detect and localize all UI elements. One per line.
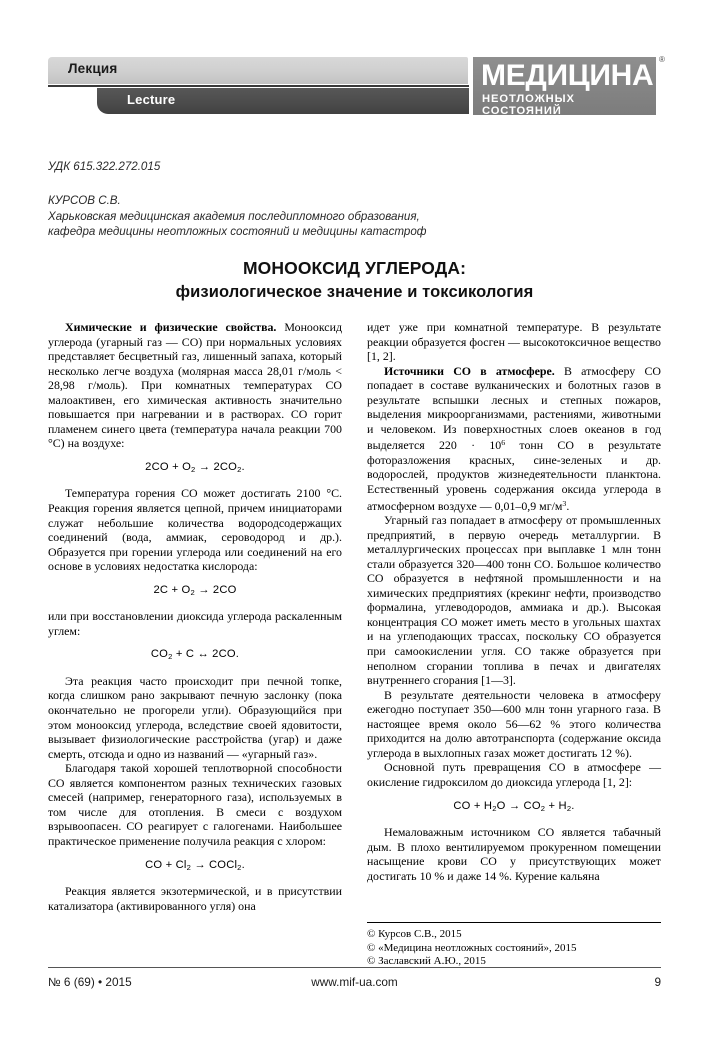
rubric-divider-rule [48,85,469,87]
formula-combustion-co: $2CO + O_2 \to 2CO_2$. [145,460,245,474]
page-masthead [0,0,709,130]
author-name: КУРСОВ С.В. [48,194,121,207]
paragraph-hydroxyl-oxidation: Основной путь превращения CO в атмосфере — окисление гидроксилом до диоксида углерода [1, 2]: [367,760,661,789]
paragraph-atmospheric-sources-text: В атмосферу CO попадает в составе вулканических и болотных газов в результате вспышки лесных и степных пожаров, выделения микроорганизмами, растениями, животными и человеком. Из поверхностных слоев океанов в год выделяется $220 \cdot 10^6$ тонн CO в результате фоторазложения красных, сине-зеленых и др. водорослей, продуктов жизнедеятельности планктона. Естественный уровень содержания оксида углерода в атмосферном воздухе — 0,01–0,9 $мг/м^3$. [367,363,661,513]
paragraph-properties [48,320,342,451]
copyright-line-journal: © «Медицина неотложных состояний», 2015 [367,941,577,954]
rubric-label-russian: Лекция [68,61,118,76]
rubric-banner-russian [48,57,468,84]
paragraph-technical-gas: Благодаря такой хорошей теплотворной способности CO является компонентом разных технических газовых смесей (например, генераторного газа), используемых в том числе для отопления. В смеси с воздухом взрывоопасен. CO реагирует с галогенами. Наибольшее практическое применение получила реакция с хлором: [48,761,342,848]
author-affiliation-block [48,193,518,240]
journal-logo-subtitle: НЕОТЛОЖНЫХ СОСТОЯНИЙ [482,93,575,117]
page-footer [48,975,661,993]
affiliation-line-1: Харьковская медицинская академия последипломного образования, [48,209,420,223]
footer-issue-number: № 6 (69) • 2015 [48,975,132,989]
body-column-right [367,320,661,883]
paragraph-properties-text: Монооксид углерода (угарный газ — CO) при нормальных условиях представляет бесцветный газ, лишенный запаха, который несколько легче воздуха (молярная масса 28,01 г/моль < 28,98 г/моль). При комнатных температурах CO малоактивен, его химическая активность значительно повышается при нагревании и в растворах. CO горит пламенем синего цвета (температура начала реакции 700 °C) на воздухе: [48,320,342,451]
section-heading-properties: Химические и физические свойства. [65,320,277,334]
copyright-line-author: © Курсов С.В., 2015 [367,928,462,940]
paragraph-exothermic: Реакция является экзотермической, и в присутствии катализатора (активированного угля) она [48,884,342,913]
paragraph-tobacco-smoke: Немаловажным источником CO является табачный дым. В плохо вентилируемом прокуренном помещении насыщение крови CO у присутствующих может достигать 10 % и даже 14 %. Курение кальяна [367,825,661,883]
article-title-line-2: физиологическое значение и токсикология [175,283,534,301]
rubric-banner-english [97,88,469,114]
formula-phosgene: CO + $Cl_2$ → COCl$_2$. [145,858,245,872]
paragraph-atmospheric-sources [367,364,661,513]
rubric-label-english: Lecture [127,92,176,107]
paragraph-stove-poisoning: Эта реакция часто происходит при печной топке, когда слишком рано закрывают печную заслонку (пока окончательно не прогорели угли). Образующийся при этом монооксид углерода, вследствие своей ядовитости, вызывает физиологические расстройства (угар) и даже смерть, отсюда и одно из названий — «угарный газ». [48,673,342,761]
footer-website-link[interactable]: www.mif-ua.com [311,975,398,989]
footer-divider-rule [48,967,661,968]
udk-code: УДК 615.322.272.015 [48,160,161,173]
article-title [48,258,661,302]
formula-carbon-oxidation: $2C + O_2 \to 2CO$ [153,583,237,597]
formula-water-gas-shift: CO + $H_2O \to CO_2 + H_2$. [453,799,575,813]
body-column-left [48,320,342,913]
registered-trademark-icon: ® [659,55,665,64]
copyright-line-publisher: © Заславский А.Ю., 2015 [367,955,486,968]
copyright-divider-rule [367,922,661,923]
article-title-line-1: МОНООКСИД УГЛЕРОДА: [242,258,467,278]
paragraph-human-activity: В результате деятельности человека в атмосферу ежегодно поступает 350—600 млн тонн угарного газа. В настоящее время около 56—62 % этого количества приходится на долю автотранспорта (содержание оксида углерода в выхлопных газах может достигать 12 %). [367,687,661,760]
copyright-block [367,922,661,969]
paragraph-reduction-intro: или при восстановлении диоксида углерода раскаленным углем: [48,609,342,638]
journal-logo-title: МЕДИЦИНА [481,59,654,92]
paragraph-industrial-sources: Угарный газ попадает в атмосферу от промышленных предприятий, в первую очередь металлургии. В металлургических процессах при выплавке 1 млн тонн стали образуется 320—400 тонн CO. Большое количество CO образуется в нефтяной промышленности и на химических предприятиях (крекинг нефти, производство формалина, углеводородов, аммиака и др.). Высокая концентрация CO может иметь место в угольных шахтах и на углеподающих трассах, поскольку CO образуется при самоокислении угля. CO также образуется при неполном сгорании топлива в печах и двигателях внутреннего сгорания [1—3]. [367,513,661,688]
paragraph-combustion-temperature: Температура горения CO может достигать 2100 °C. Реакция горения является цепной, причем инициаторами служат небольшие количества водородсодержащих соединений (вода, аммиак, сероводород и др.). Образуется при горении углерода или соединений на его основе в условиях недостатка кислорода: [48,486,342,574]
paragraph-phosgene-continued: идет уже при комнатной температуре. В результате реакции образуется фосген — высокотоксичное вещество [1, 2]. [367,320,661,364]
affiliation-line-2: кафедра медицины неотложных состояний и медицины катастроф [48,225,427,238]
footer-page-number: 9 [654,975,661,989]
formula-boudouard: $CO_2 + C$ ↔ 2CO. [150,648,240,662]
journal-logo [473,57,656,115]
section-heading-sources: Источники CO в атмосфере. [384,363,555,378]
